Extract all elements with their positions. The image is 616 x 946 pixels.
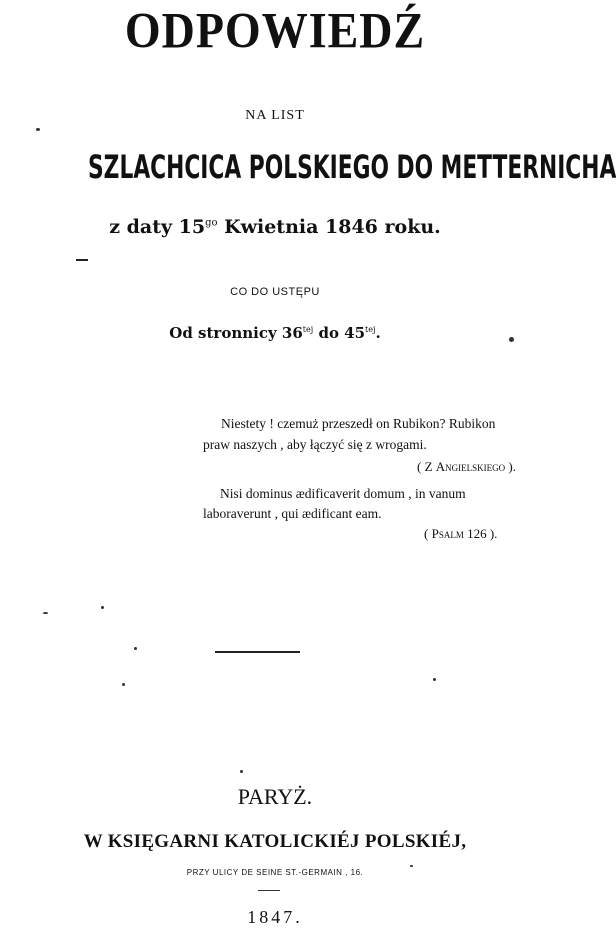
page-range-line — [0, 324, 550, 342]
paper-speck — [43, 612, 48, 614]
od-sup-first: tej — [302, 325, 314, 334]
od-prefix: Od stronnicy 36 — [169, 324, 303, 342]
city-name: PARYŻ. — [237, 784, 313, 809]
quote2-source-close: 126 ). — [463, 526, 498, 541]
document-subtitle: SZLACHCICA POLSKIEGO DO METTERNICHA — [88, 148, 616, 186]
paper-speck — [122, 683, 125, 686]
od-middle: do 45 — [313, 324, 366, 342]
quote1-source-close: ). — [505, 459, 517, 474]
publication-year: 1847. — [247, 907, 303, 927]
quote2-source — [424, 526, 497, 542]
quote1-source-name: Angielskiego — [435, 459, 506, 474]
paper-speck — [433, 678, 436, 681]
quote2-line2: laboraverunt , qui ædificant eam. — [203, 506, 382, 521]
od-sup-second: tej — [365, 325, 376, 334]
date-superscript: go — [205, 217, 218, 229]
quote2-source-name: Psalm — [431, 526, 464, 541]
quote1-line2: praw naszych , aby łączyć się z wrogami. — [203, 437, 427, 452]
document-title: ODPOWIEDŹ — [124, 2, 426, 59]
quote1-line1: Niestety ! czemuż przeszedł on Rubikon? Rubikon — [221, 416, 496, 431]
paper-speck — [134, 647, 137, 650]
paper-speck — [410, 865, 413, 867]
co-do-ustepu: CO DO USTĘPU — [230, 286, 320, 298]
paper-speck — [240, 770, 243, 773]
short-divider — [258, 890, 280, 891]
date-suffix: Kwietnia 1846 roku. — [217, 216, 441, 238]
short-dash — [76, 259, 88, 261]
divider-rule — [215, 651, 300, 653]
paper-speck — [509, 337, 514, 342]
quote1-source — [417, 459, 516, 475]
publisher-name: W KSIĘGARNI KATOLICKIÉJ POLSKIÉJ, — [83, 831, 467, 852]
quote1-source-open: ( Z — [417, 459, 436, 474]
paper-speck — [36, 128, 40, 131]
quote2-line1: Nisi dominus ædificaverit domum , in vanum — [220, 486, 466, 501]
od-end: . — [375, 324, 381, 342]
date-prefix: z daty 15 — [109, 216, 206, 238]
quote2-source-open: ( — [424, 526, 432, 541]
paper-speck — [101, 606, 104, 609]
publisher-address: PRZY ULICY DE SEINE ST.-GERMAIN , 16. — [186, 868, 364, 877]
date-line — [0, 216, 550, 238]
na-list-text: NA LIST — [245, 108, 305, 123]
